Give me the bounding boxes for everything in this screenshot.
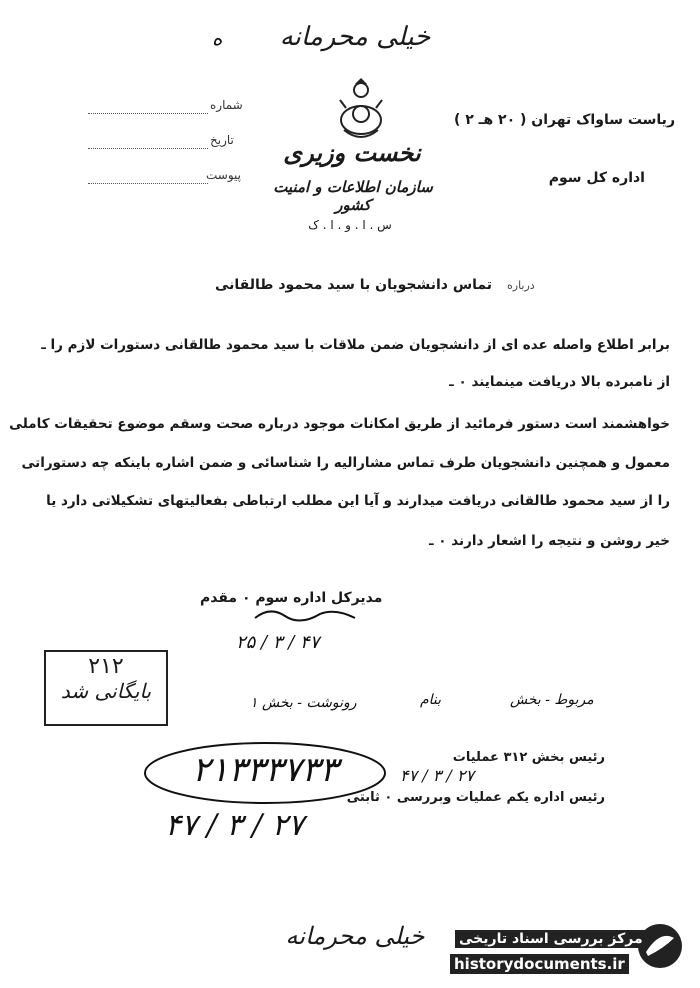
- signer: مدیرکل اداره سوم ۰ مقدم: [200, 590, 383, 606]
- handwritten-big-date: ۴۷ / ۳ / ۲۷: [165, 808, 304, 843]
- department: اداره کل سوم: [548, 170, 645, 186]
- attachment-label: پیوست: [206, 168, 241, 182]
- handwritten-note-mid: بنام: [420, 692, 442, 708]
- watermark-url: historydocuments.ir: [450, 954, 629, 974]
- organization-name: سازمان اطلاعات و امنیت کشور: [273, 178, 433, 214]
- classification-top: خیلی محرمانه: [279, 22, 431, 52]
- lion-and-sun-emblem-icon: [326, 78, 396, 146]
- archive-stamp-number: ۲۱۲: [88, 654, 124, 679]
- subject: تماس دانشجویان با سید محمود طالقانی: [215, 277, 493, 293]
- watermark-name: مرکز بررسی اسناد تاریخی: [455, 930, 647, 948]
- attachment-line: [88, 182, 208, 184]
- handwritten-date-1: ۲۵ / ۳ / ۴۷: [236, 632, 320, 653]
- body-line: خواهشمند است دستور فرمائید از طریق امکانات موجود درباره صحت وسقم موضوع تحقیقات کاملی: [9, 416, 670, 432]
- handwritten-date-2: ۴۷ / ۳ / ۲۷: [400, 766, 475, 785]
- archive-stamp: [44, 650, 168, 726]
- corner-mark: ه: [212, 26, 223, 50]
- body-line: را از سید محمود طالقانی دریافت میدارند و آیا این مطلب ارتباطی بفعالیتهای تشکیلاتی دارد یا: [46, 493, 670, 509]
- cc-line-1: رئیس بخش ۳۱۲ عملیات: [452, 750, 605, 765]
- handwritten-note-right: مربوط - بخش: [510, 692, 594, 708]
- handwritten-note-left: رونوشت - بخش ۱: [250, 695, 357, 711]
- cc-line-2: رئیس اداره یکم عملیات وبررسی ۰ ثابتی: [346, 790, 605, 805]
- big-number-text: ۲۱۳۳۳۷۳۳: [191, 750, 339, 790]
- number-line: [88, 112, 208, 114]
- subject-label: درباره: [507, 279, 535, 292]
- body-line: از نامبرده بالا دریافت مینمایند ۰ ـ: [449, 374, 670, 390]
- signature: [250, 604, 360, 630]
- body-line: معمول و همچنین دانشجویان طرف تماس مشارالیه را شناسائی و ضمن اشاره باینکه چه دستوراتی: [21, 455, 670, 471]
- ministry-name: نخست وزیری: [283, 138, 421, 167]
- date-label: تاریخ: [210, 133, 234, 147]
- org-code: س . ا . و . ا . ک: [308, 218, 392, 232]
- number-label: شماره: [210, 98, 243, 112]
- date-line: [88, 147, 208, 149]
- archive-stamp-text: بایگانی شد: [60, 679, 152, 703]
- handwritten-big-number: [140, 738, 390, 808]
- body-line: برابر اطلاع واصله عده ای از دانشجویان ضمن ملاقات با سید محمود طالقانی دستورات لازم را ـ: [41, 337, 670, 353]
- body-line: خیر روشن و نتیجه را اشعار دارند ۰ ـ: [428, 533, 670, 549]
- recipient: ریاست ساواک تهران ( ۲۰ هـ ۲ ): [453, 112, 675, 128]
- classification-bottom: خیلی محرمانه: [285, 922, 425, 950]
